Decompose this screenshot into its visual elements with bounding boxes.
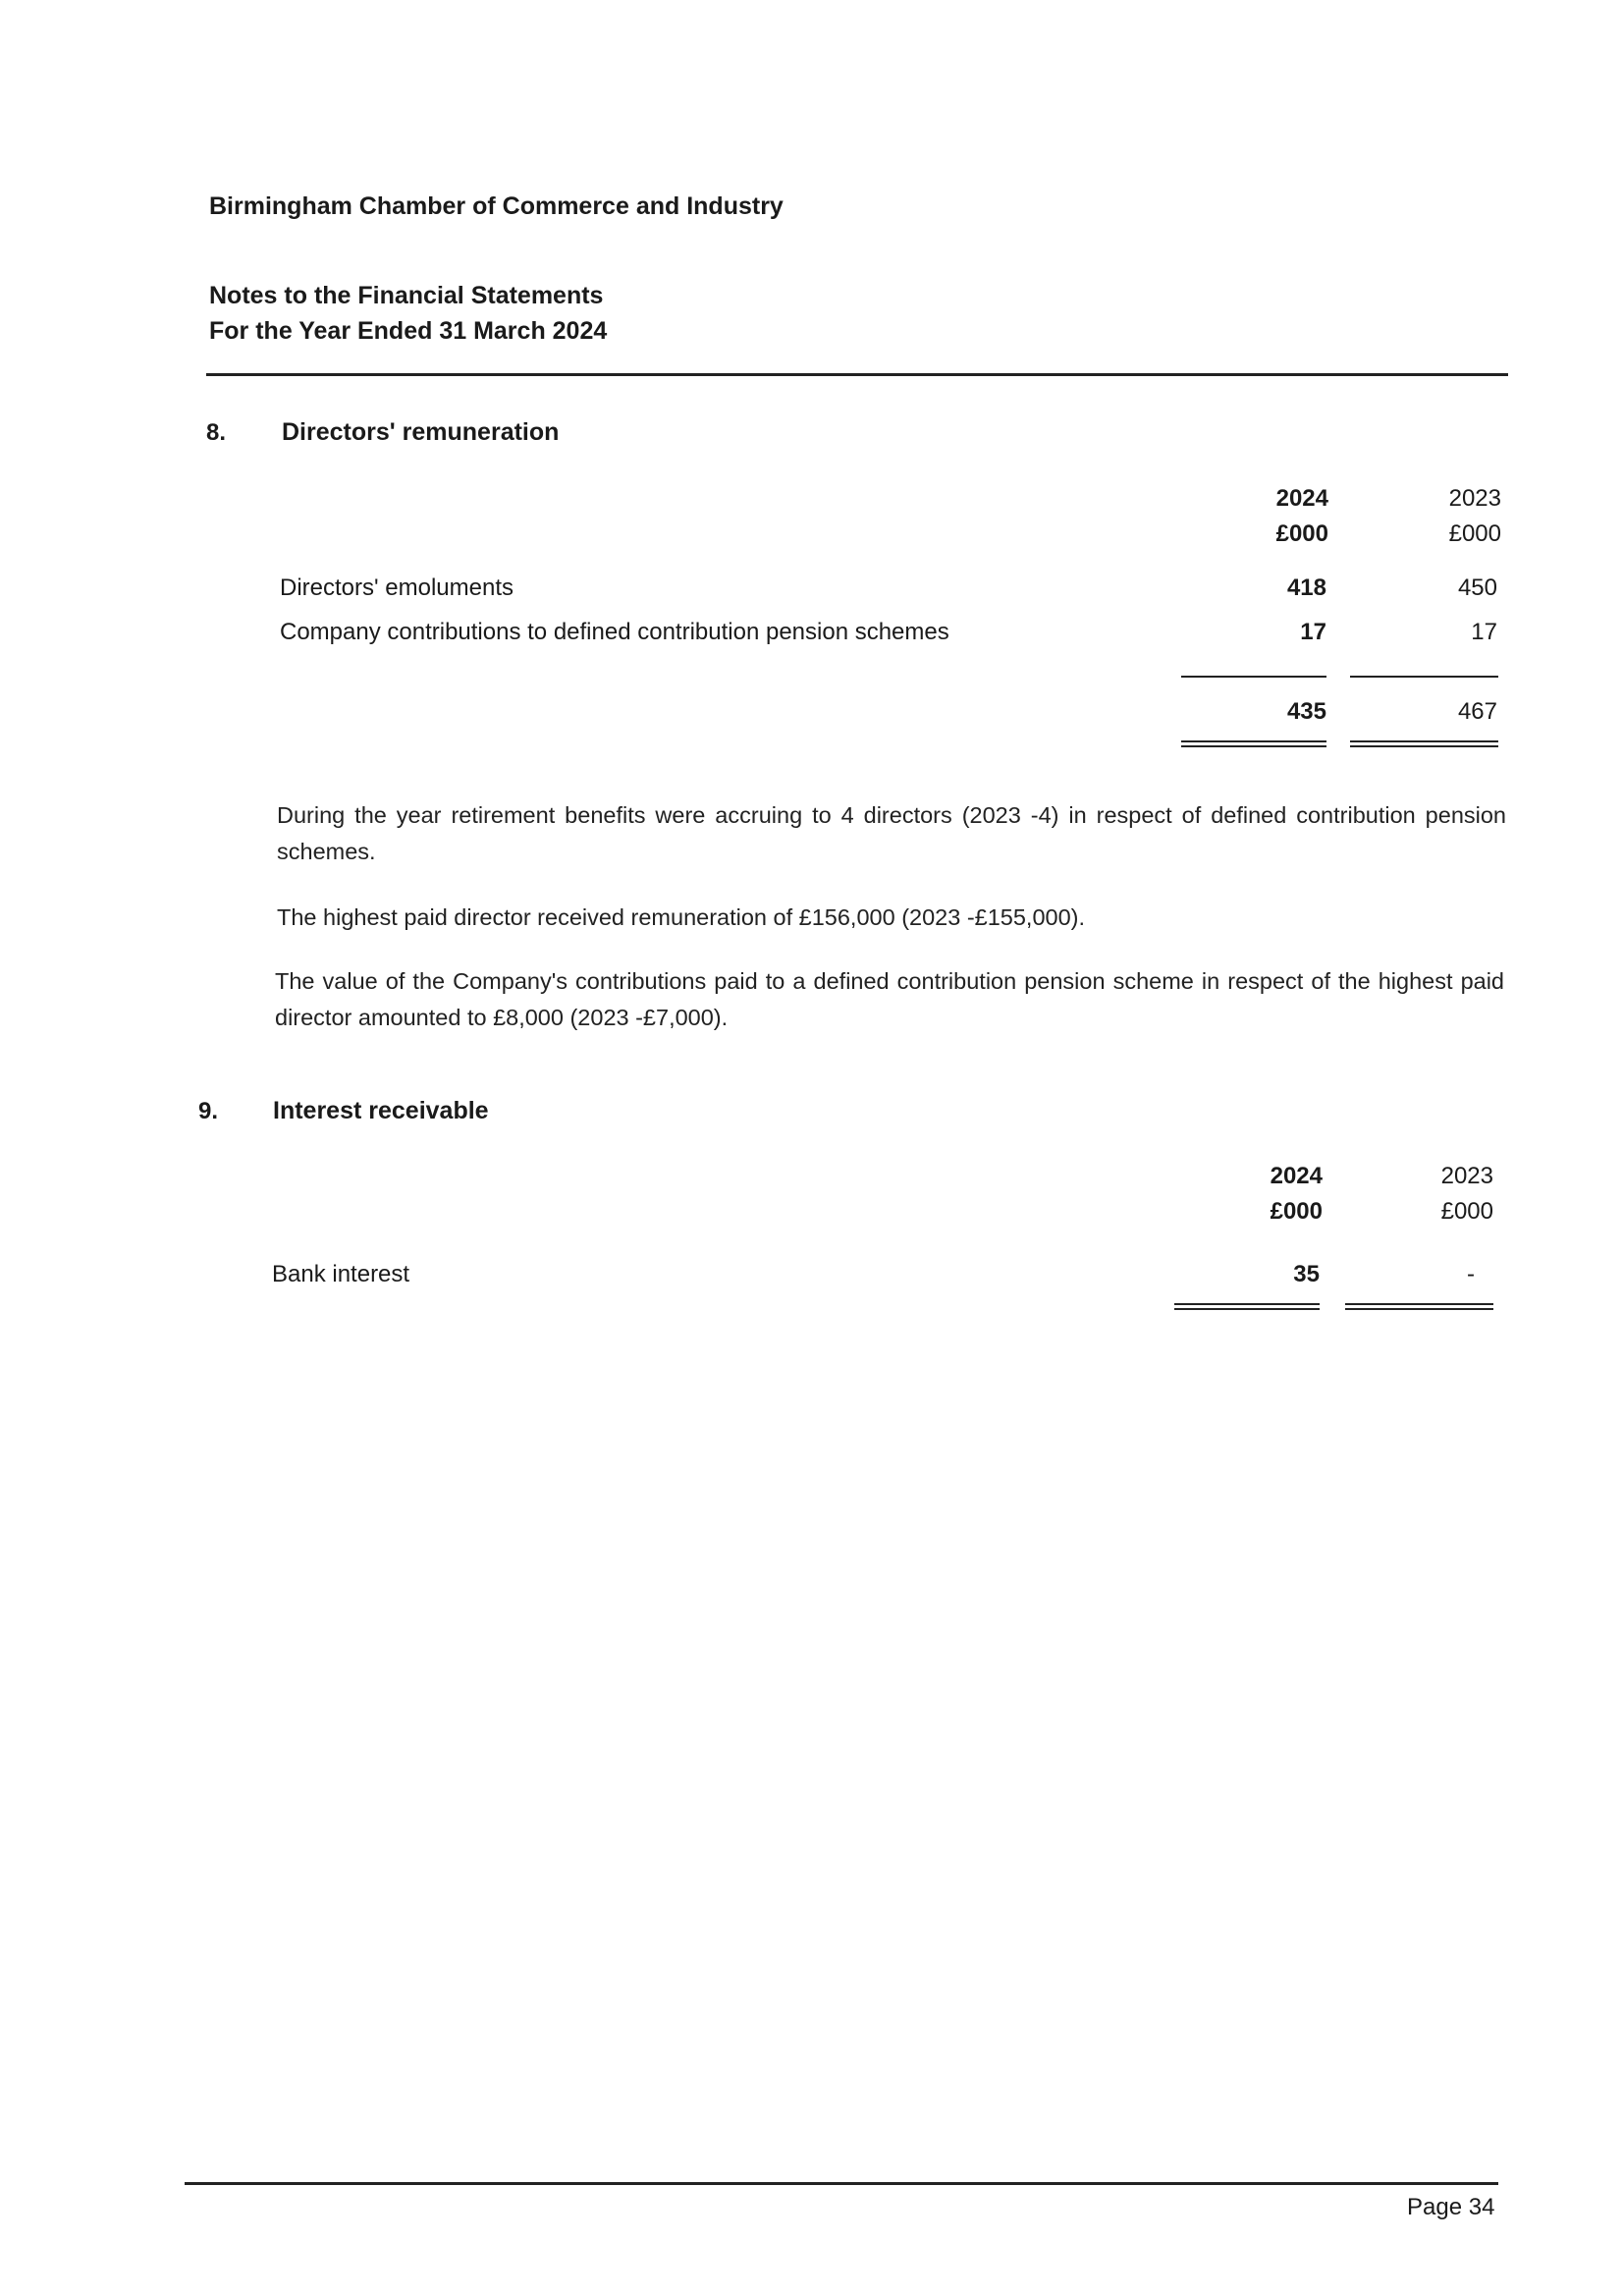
note8-row-label: Directors' emoluments <box>280 574 514 601</box>
note8-row-label: Company contributions to defined contribution pension schemes <box>280 619 949 645</box>
note9-double-rule-2023 <box>1345 1303 1493 1310</box>
note8-total-2023: 467 <box>1457 698 1497 725</box>
note8-row-value-2023: 450 <box>1457 574 1497 601</box>
note9-number: 9. <box>198 1098 219 1124</box>
note8-paragraph: The highest paid director received remuneration of £156,000 (2023 -£155,000). <box>277 904 1086 930</box>
note9-row-label: Bank interest <box>272 1261 410 1287</box>
note8-number: 8. <box>206 419 227 446</box>
note8-row-value-2023: 17 <box>1471 619 1497 645</box>
note8-col-2024-unit: £000 <box>1275 520 1328 547</box>
note8-total-2024: 435 <box>1286 698 1326 725</box>
note8-total-double-rule-2024 <box>1181 740 1326 747</box>
note8-col-2024-year: 2024 <box>1275 485 1328 512</box>
note8-total-double-rule-2023 <box>1350 740 1498 747</box>
note8-paragraph: The value of the Company's contributions paid to a defined contribution pension scheme in respect of the highest paid director amounted to £8,000 (2023 -£7,000). <box>275 968 1504 1030</box>
note9-row-value-2023: - <box>1467 1261 1475 1287</box>
note8-col-2023-unit: £000 <box>1448 520 1501 547</box>
note9-col-2024-year: 2024 <box>1270 1163 1323 1189</box>
note9-col-2024-unit: £000 <box>1270 1198 1323 1225</box>
footer-rule <box>185 2182 1498 2185</box>
document-title: Notes to the Financial Statements <box>209 282 604 309</box>
organisation-name: Birmingham Chamber of Commerce and Industry <box>209 192 784 220</box>
note9-title: Interest receivable <box>273 1097 489 1124</box>
note9-col-2023-unit: £000 <box>1440 1198 1493 1225</box>
note9-col-2023-year: 2023 <box>1440 1163 1493 1189</box>
header-rule <box>206 373 1508 376</box>
note9-double-rule-2024 <box>1174 1303 1320 1310</box>
note8-subtotal-rule-2023 <box>1350 676 1498 678</box>
note9-row-value-2024: 35 <box>1293 1261 1320 1287</box>
page-number: Page 34 <box>1407 2194 1495 2220</box>
note8-subtotal-rule-2024 <box>1181 676 1326 678</box>
note8-col-2023-year: 2023 <box>1448 485 1501 512</box>
period-label: For the Year Ended 31 March 2024 <box>209 317 608 345</box>
note8-title: Directors' remuneration <box>282 418 560 446</box>
note8-paragraph: During the year retirement benefits were accruing to 4 directors (2023 -4) in respect of defined contribution pension schemes. <box>277 802 1506 864</box>
note8-row-value-2024: 17 <box>1300 619 1326 645</box>
note8-row-value-2024: 418 <box>1286 574 1326 601</box>
